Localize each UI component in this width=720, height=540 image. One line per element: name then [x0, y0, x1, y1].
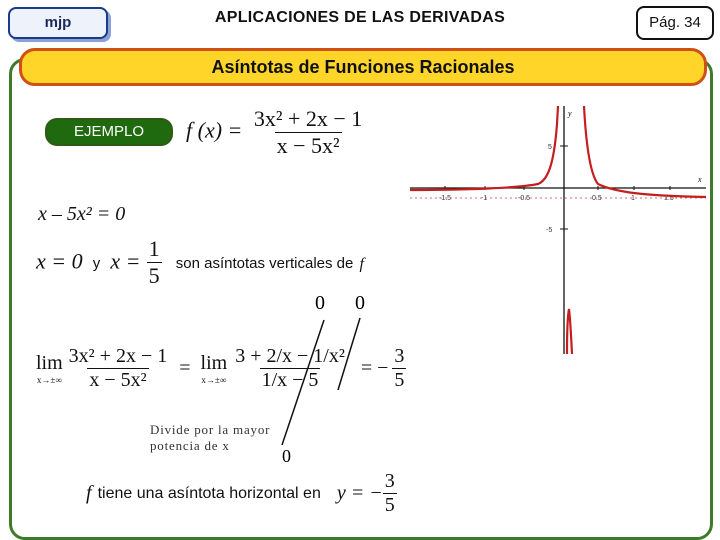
zero-label-2: 0: [355, 292, 365, 314]
function-numerator: 3x² + 2x − 1: [253, 106, 363, 131]
lim-subscript-2: x→±∞: [201, 375, 227, 385]
lim-label-2: lim: [200, 352, 228, 374]
x-tick-label: -1.5: [439, 195, 452, 202]
x-zero: x = 0: [36, 248, 83, 274]
x-tick-label: -1: [481, 195, 488, 202]
x-tick-label: -0.5: [518, 195, 531, 202]
note-line-2: potencia de x: [150, 438, 230, 453]
f-symbol-2: f: [86, 482, 92, 504]
function-denominator: x − 5x²: [276, 133, 340, 158]
denominator-equation: x – 5x² = 0: [38, 203, 126, 225]
result-denominator: 5: [394, 369, 405, 391]
zero-label-1: 0: [315, 292, 325, 314]
page-title: APLICACIONES DE LAS DERIVADAS: [214, 9, 506, 26]
page-number: Pág. 34: [636, 6, 714, 40]
y-tick-label: -5: [546, 227, 553, 234]
x-equals: x =: [110, 248, 141, 274]
fraction-one: 1: [148, 236, 160, 261]
y-equals: y = −: [336, 482, 383, 504]
equals-sign: =: [179, 357, 191, 379]
header-tag: mjp: [8, 7, 108, 39]
horizontal-asymptote-line: [86, 470, 397, 517]
result-numerator: 3: [394, 345, 405, 367]
limit-numerator: 3x² + 2x − 1: [68, 345, 168, 367]
y-axis-label: y: [568, 109, 572, 118]
divided-denominator: 1/x − 5: [261, 369, 319, 391]
h-numerator: 3: [384, 470, 395, 492]
limit-denominator: x − 5x²: [89, 369, 147, 391]
section-banner: Asíntotas de Funciones Racionales: [19, 48, 707, 86]
lim-label: lim: [36, 352, 63, 374]
h-denominator: 5: [384, 494, 395, 516]
vertical-asymptote-text: son asíntotas verticales de: [175, 255, 354, 273]
zero-label-3: 0: [282, 446, 291, 466]
x-tick-label: 0.5: [592, 195, 602, 202]
fraction-five: 5: [148, 263, 160, 288]
horizontal-asymptote-text: tiene una asíntota horizontal en: [97, 484, 321, 502]
x-axis-label: x: [698, 175, 702, 184]
function-graph: [408, 104, 708, 356]
divided-numerator: 3 + 2/x − 1/x²: [235, 345, 345, 367]
y-tick-label: 5: [548, 144, 552, 151]
function-lhs: f (x) =: [186, 117, 243, 143]
lim-subscript: x→±∞: [36, 375, 62, 385]
result-equals: = −: [360, 357, 389, 379]
x-tick-label: 1: [631, 195, 635, 202]
f-symbol: f: [359, 255, 364, 273]
x-tick-label: 1.5: [664, 195, 674, 202]
and-word: y: [92, 255, 101, 273]
note-line-1: Divide por la mayor: [150, 422, 271, 437]
division-note: [150, 422, 270, 454]
example-label: EJEMPLO: [45, 118, 173, 146]
